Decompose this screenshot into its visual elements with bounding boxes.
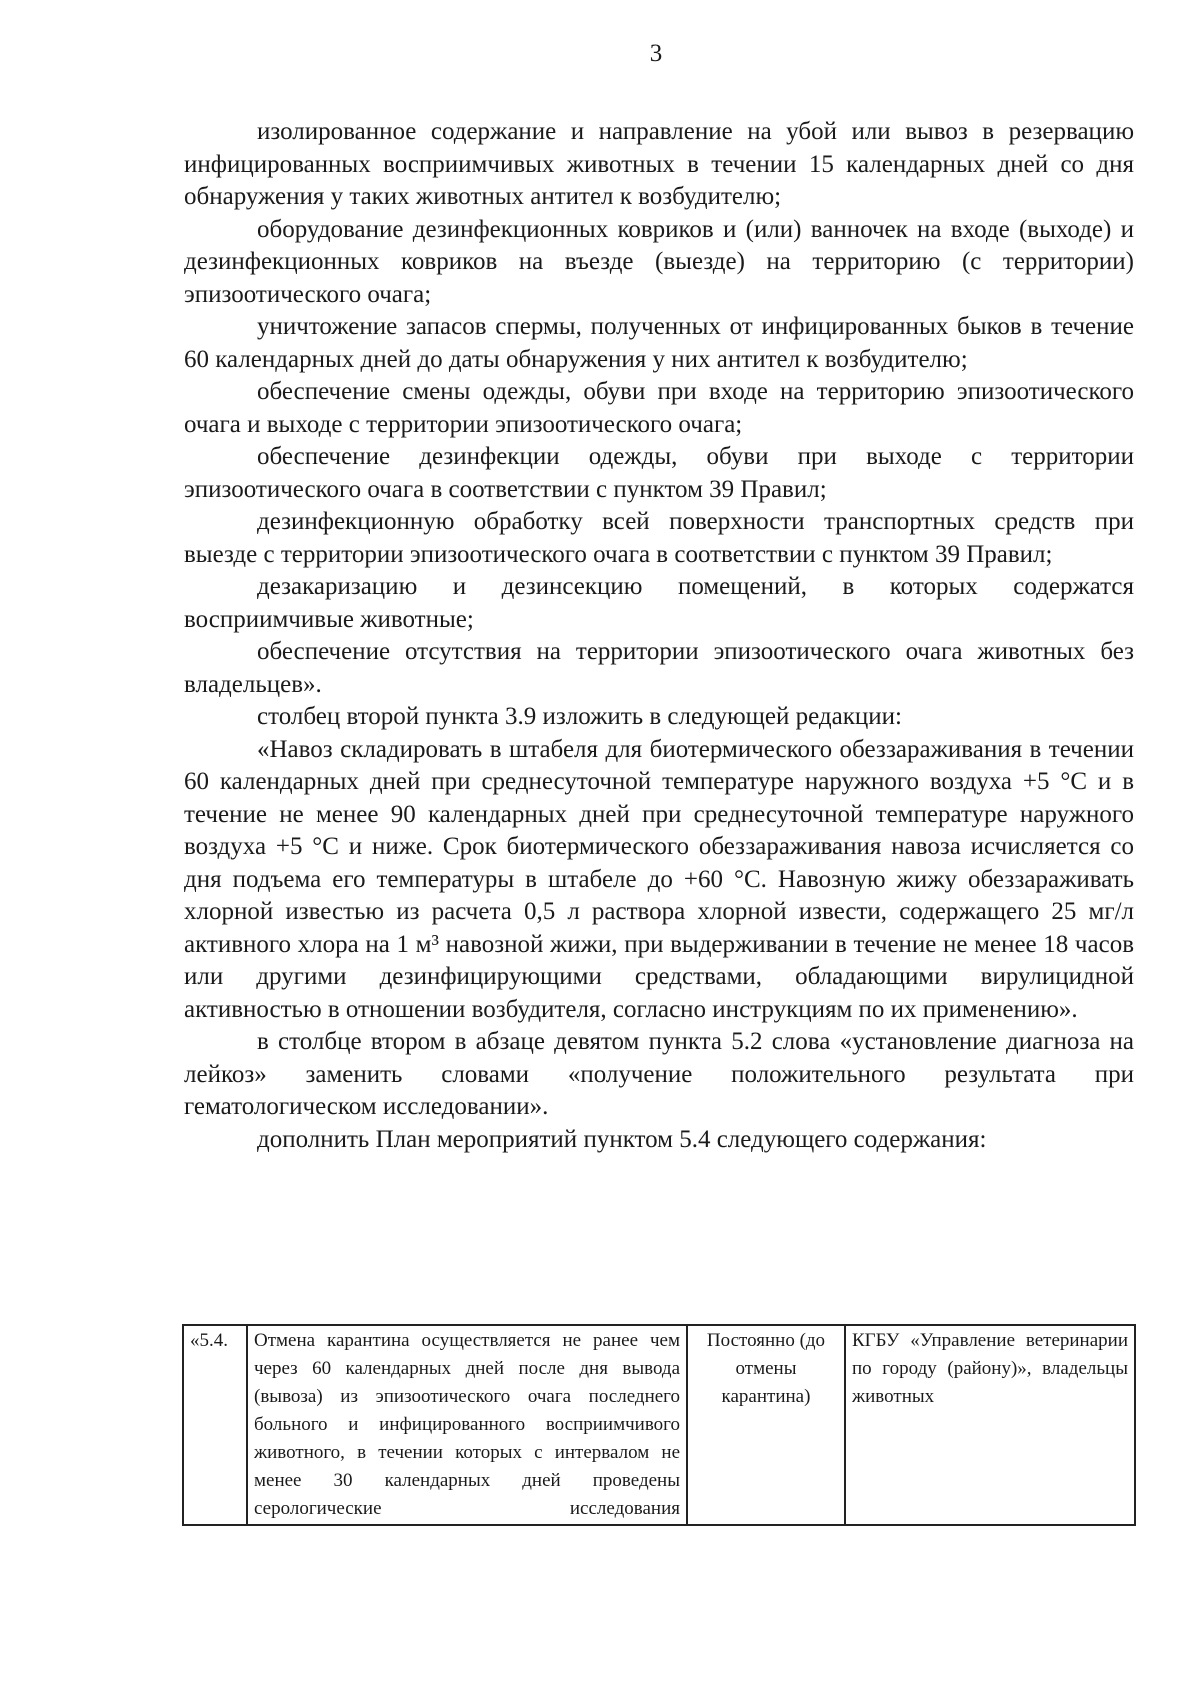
paragraph: дополнить План мероприятий пунктом 5.4 следующего содержания: — [257, 1125, 987, 1153]
table-row — [183, 1325, 1135, 1525]
paragraph: столбец второй пункта 3.9 изложить в следующей редакции: — [257, 703, 902, 730]
document-body — [184, 116, 1134, 1156]
paragraph: оборудование дезинфекционных ковриков и (или) ванночек на входе (выходе) и дезинфекционных ковриков на въезде (выезде) на территорию (с территории) эпизоотического очага; — [184, 215, 1134, 308]
paragraph: обеспечение отсутствия на территории эпизоотического очага животных без владельцев». — [184, 638, 1134, 698]
paragraph: в столбце втором в абзаце девятом пункта 5.2 слова «установление диагноза на лейкоз» заменить словами «получение положительного результата при гематологическом исследовании». — [184, 1028, 1134, 1120]
paragraph: дезинфекционную обработку всей поверхности транспортных средств при выезде с территории эпизоотического очага в соответствии с пунктом 39 Правил; — [184, 508, 1134, 568]
paragraph: «Навоз складировать в штабеля для биотермического обеззараживания в течении 60 календарных дней при среднесуточной температуре наружного воздуха +5 °С и в течение не менее 90 календарных дней при среднесуточной температуре наружного воздуха +5 °С и ниже. Срок биотермического обеззараживания навоза исчисляется со дня подъема его температуры в штабеле до +60 °С. Навозную жижу обеззараживать хлорной известью из расчета 0,5 л раствора хлорной извести, содержащего 25 мг/л активного хлора на 1 м³ навозной жижи, при выдерживании в течение не менее 18 часов или другими дезинфицирующими средствами, обладающими вирулицидной активностью в отношении возбудителя, согласно инструкциям по их применению». — [184, 735, 1134, 1023]
paragraph: обеспечение смены одежды, обуви при входе на территорию эпизоотического очага и выходе с территории эпизоотического очага; — [184, 378, 1134, 438]
item-responsible-cell: КГБУ «Управление ветеринарии по городу (району)», владельцы животных — [845, 1325, 1135, 1525]
measures-table-wrap — [182, 1324, 1134, 1526]
item-description-cell: Отмена карантина осуществляется не ранее чем через 60 календарных дней после дня вывода (вывоза) из эпизоотического очага последнего больного и инфицированного восприимчивого животного, в течении которых с интервалом не менее 30 календарных дней проведены серологические исследования — [247, 1325, 687, 1525]
paragraph: обеспечение дезинфекции одежды, обуви при выходе с территории эпизоотического очага в соответствии с пунктом 39 Правил; — [184, 443, 1134, 503]
item-term-cell: Постоянно (до отмены карантина) — [687, 1325, 845, 1525]
paragraph: дезакаризацию и дезинсекцию помещений, в которых содержатся восприимчивые животные; — [184, 573, 1134, 633]
page-number: 3 — [649, 40, 663, 67]
measures-table — [182, 1324, 1136, 1526]
paragraph: уничтожение запасов спермы, полученных от инфицированных быков в течение 60 календарных дней до даты обнаружения у них антител к возбудителю; — [184, 313, 1134, 373]
paragraph: изолированное содержание и направление на убой или вывоз в резервацию инфицированных восприимчивых животных в течении 15 календарных дней со дня обнаружения у таких животных антител к возбудителю; — [184, 118, 1134, 210]
item-number-cell: «5.4. — [183, 1325, 247, 1525]
